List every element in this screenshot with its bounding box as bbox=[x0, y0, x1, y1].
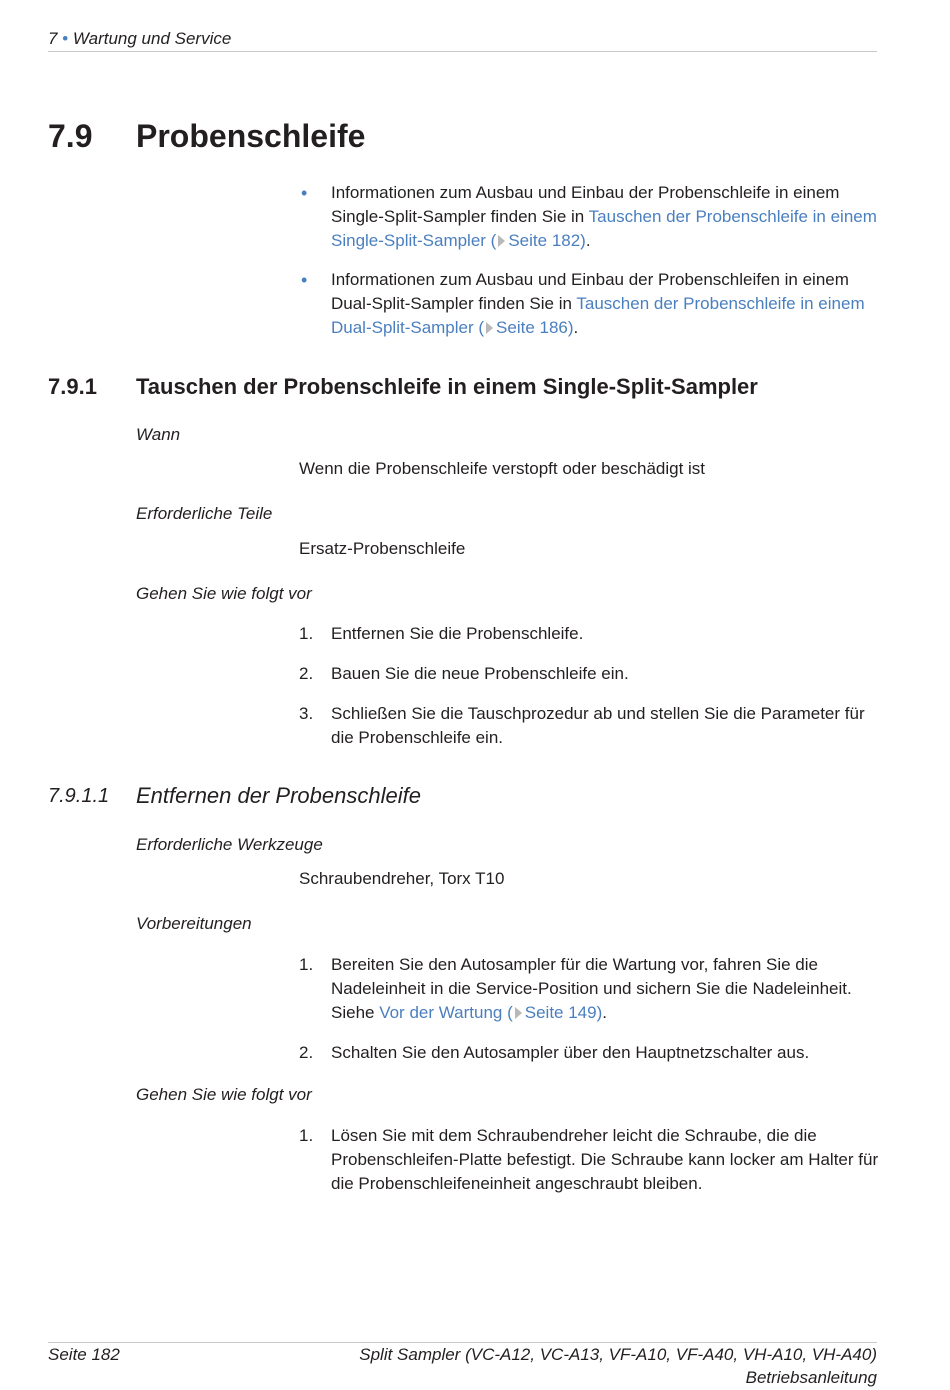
running-header bbox=[48, 29, 231, 49]
bullet-text: Informationen zum Ausbau und Einbau der Probenschleifen in einem Dual-Split-Sampler finden Sie in bbox=[331, 270, 849, 313]
subsubsection-title: Entfernen der Probenschleife bbox=[136, 783, 421, 808]
step-text: Bauen Sie die neue Probenschleife ein. bbox=[331, 664, 629, 683]
intro-bullet: • Informationen zum Ausbau und Einbau der Probenschleife in einem Single-Split-Sampler finden Sie in Tauschen der Probenschleife in einem Single-Split-Sampler ( Seite 182). bbox=[301, 183, 877, 250]
bullet-dot: • bbox=[301, 270, 308, 290]
chapter-number: 7 bbox=[48, 29, 58, 48]
list-item bbox=[299, 702, 879, 750]
step-number: 2. bbox=[299, 1043, 314, 1062]
bullet-dot: • bbox=[301, 183, 308, 203]
step-number: 1. bbox=[299, 1126, 314, 1145]
list-item bbox=[299, 622, 879, 646]
tools-text: Schraubendreher, Torx T10 bbox=[299, 869, 505, 888]
chapter-title: Wartung und Service bbox=[72, 29, 232, 48]
section-number: 7.9 bbox=[48, 118, 93, 154]
bullet-separator: • bbox=[62, 29, 69, 48]
intro-bullet: • Informationen zum Ausbau und Einbau der Probenschleifen in einem Dual-Split-Sampler finden Sie in Tauschen der Probenschleife in einem Dual-Split-Sampler ( Seite 186). bbox=[301, 270, 865, 337]
cross-reference-link[interactable]: Vor der Wartung ( Seite 149) bbox=[379, 1003, 603, 1022]
section-title: Probenschleife bbox=[136, 118, 366, 154]
step-text: Entfernen Sie die Probenschleife. bbox=[331, 624, 584, 643]
subsection-number: 7.9.1 bbox=[48, 374, 97, 399]
procedure-label: Gehen Sie wie folgt vor bbox=[136, 1085, 312, 1104]
step-text: Bereiten Sie den Autosampler für die Wartung vor, fahren Sie die Nadeleinheit in die Service-Position und sichern Sie die Nadeleinheit. Siehe bbox=[331, 955, 852, 1022]
step-text: Schließen Sie die Tauschprozedur ab und stellen Sie die Parameter für die Probenschleife ein. bbox=[331, 704, 865, 747]
cross-reference-link[interactable]: Tauschen der Probenschleife in einem Single-Split-Sampler ( Seite 182) bbox=[331, 207, 877, 250]
step-number: 2. bbox=[299, 664, 314, 683]
parts-label: Erforderliche Teile bbox=[136, 504, 273, 523]
footer-rule bbox=[48, 1342, 877, 1343]
bullet-text: Informationen zum Ausbau und Einbau der Probenschleife in einem Single-Split-Sampler finden Sie in bbox=[331, 183, 840, 226]
subsection-title: Tauschen der Probenschleife in einem Single-Split-Sampler bbox=[136, 374, 758, 399]
page-arrow-icon bbox=[486, 322, 493, 334]
page-arrow-icon bbox=[515, 1007, 522, 1019]
when-label: Wann bbox=[136, 425, 181, 444]
when-text: Wenn die Probenschleife verstopft oder beschädigt ist bbox=[299, 459, 706, 478]
step-number: 3. bbox=[299, 704, 314, 723]
step-text: Lösen Sie mit dem Schraubendreher leicht die Schraube, die die Probenschleifen-Platte befestigt. Die Schraube kann locker am Halter für die Probenschleifeneinheit angeschraubt bleiben. bbox=[331, 1126, 879, 1193]
page-arrow-icon bbox=[498, 235, 505, 247]
cross-reference-link[interactable]: Tauschen der Probenschleife in einem Dual-Split-Sampler ( Seite 186) bbox=[331, 294, 865, 337]
list-item bbox=[299, 662, 879, 686]
step-text: Schalten Sie den Autosampler über den Hauptnetzschalter aus. bbox=[331, 1043, 810, 1062]
list-item bbox=[299, 1124, 879, 1196]
page-number: Seite 182 bbox=[48, 1345, 120, 1364]
product-name: Split Sampler (VC-A12, VC-A13, VF-A10, VF-A40, VH-A10, VH-A40) bbox=[359, 1345, 877, 1364]
parts-text: Ersatz-Probenschleife bbox=[299, 539, 466, 558]
step-number: 1. bbox=[299, 955, 314, 974]
header-rule bbox=[48, 51, 877, 52]
list-item: 1. Bereiten Sie den Autosampler für die Wartung vor, fahren Sie die Nadeleinheit in die Service-Position und sichern Sie die Nadeleinheit. Siehe Vor der Wartung ( Seite 149). bbox=[299, 955, 852, 1022]
tools-label: Erforderliche Werkzeuge bbox=[136, 835, 323, 854]
list-item bbox=[299, 1041, 879, 1065]
subsubsection-number: 7.9.1.1 bbox=[48, 785, 110, 807]
preparation-label: Vorbereitungen bbox=[136, 914, 252, 933]
document-type: Betriebsanleitung bbox=[745, 1368, 877, 1387]
step-number: 1. bbox=[299, 624, 314, 643]
procedure-label: Gehen Sie wie folgt vor bbox=[136, 584, 312, 603]
